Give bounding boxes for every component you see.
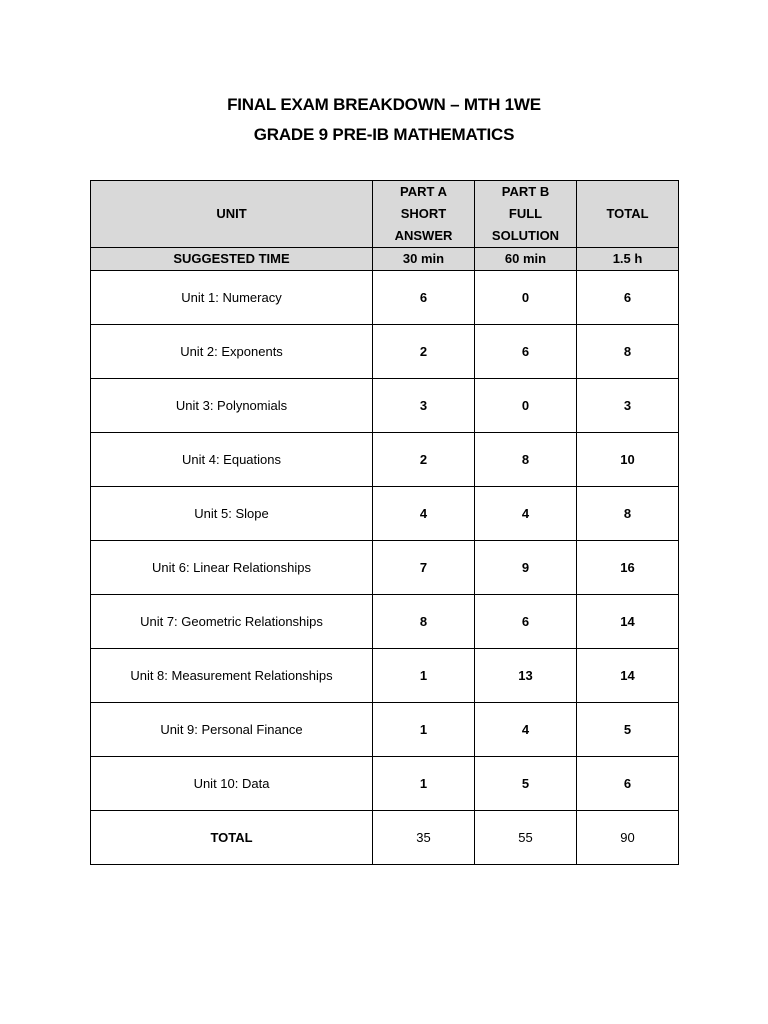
part-a-value: 1 bbox=[373, 703, 475, 757]
total-value: 8 bbox=[577, 487, 679, 541]
header-part-a bbox=[373, 181, 475, 248]
part-b-value: 6 bbox=[475, 595, 577, 649]
total-value: 5 bbox=[577, 703, 679, 757]
part-a-value: 4 bbox=[373, 487, 475, 541]
header-total: TOTAL bbox=[577, 181, 679, 248]
total-value: 3 bbox=[577, 379, 679, 433]
header-part-a-line: ANSWER bbox=[394, 228, 453, 243]
totals-total: 90 bbox=[577, 811, 679, 865]
table-row bbox=[91, 325, 679, 379]
unit-name: Unit 4: Equations bbox=[91, 433, 373, 487]
total-value: 6 bbox=[577, 271, 679, 325]
part-a-value: 8 bbox=[373, 595, 475, 649]
part-b-value: 4 bbox=[475, 703, 577, 757]
table-row bbox=[91, 487, 679, 541]
part-b-value: 13 bbox=[475, 649, 577, 703]
part-a-value: 7 bbox=[373, 541, 475, 595]
table-row bbox=[91, 595, 679, 649]
part-b-value: 0 bbox=[475, 379, 577, 433]
part-a-value: 3 bbox=[373, 379, 475, 433]
totals-row bbox=[91, 811, 679, 865]
part-b-value: 0 bbox=[475, 271, 577, 325]
header-part-a-line: SHORT bbox=[400, 206, 447, 221]
page-title: FINAL EXAM BREAKDOWN – MTH 1WE bbox=[227, 95, 541, 114]
unit-name: Unit 6: Linear Relationships bbox=[91, 541, 373, 595]
table-row bbox=[91, 433, 679, 487]
total-value: 10 bbox=[577, 433, 679, 487]
header-part-b-line: SOLUTION bbox=[491, 228, 560, 243]
part-a-value: 6 bbox=[373, 271, 475, 325]
part-a-value: 2 bbox=[373, 325, 475, 379]
header-part-b bbox=[475, 181, 577, 248]
table-row bbox=[91, 757, 679, 811]
table-row bbox=[91, 541, 679, 595]
suggested-time-part-a: 30 min bbox=[373, 248, 475, 271]
totals-part-a: 35 bbox=[373, 811, 475, 865]
total-value: 6 bbox=[577, 757, 679, 811]
exam-breakdown-table bbox=[90, 180, 679, 865]
table-row bbox=[91, 271, 679, 325]
part-b-value: 4 bbox=[475, 487, 577, 541]
suggested-time-row bbox=[91, 248, 679, 271]
table-row bbox=[91, 379, 679, 433]
header-unit: UNIT bbox=[91, 181, 373, 248]
header-part-a-line: PART A bbox=[400, 184, 447, 199]
unit-name: Unit 1: Numeracy bbox=[91, 271, 373, 325]
table-header-row bbox=[91, 181, 679, 248]
unit-name: Unit 10: Data bbox=[91, 757, 373, 811]
table-row bbox=[91, 703, 679, 757]
page-subtitle: GRADE 9 PRE-IB MATHEMATICS bbox=[253, 125, 515, 144]
total-value: 16 bbox=[577, 541, 679, 595]
totals-label: TOTAL bbox=[91, 811, 373, 865]
header-part-b-line: PART B bbox=[501, 184, 550, 199]
total-value: 14 bbox=[577, 595, 679, 649]
unit-name: Unit 5: Slope bbox=[91, 487, 373, 541]
part-b-value: 8 bbox=[475, 433, 577, 487]
part-b-value: 6 bbox=[475, 325, 577, 379]
table-row bbox=[91, 649, 679, 703]
total-value: 8 bbox=[577, 325, 679, 379]
unit-name: Unit 2: Exponents bbox=[91, 325, 373, 379]
part-a-value: 2 bbox=[373, 433, 475, 487]
unit-name: Unit 3: Polynomials bbox=[91, 379, 373, 433]
header-part-b-line: FULL bbox=[508, 206, 543, 221]
totals-part-b: 55 bbox=[475, 811, 577, 865]
part-a-value: 1 bbox=[373, 757, 475, 811]
part-b-value: 5 bbox=[475, 757, 577, 811]
suggested-time-total: 1.5 h bbox=[577, 248, 679, 271]
unit-name: Unit 7: Geometric Relationships bbox=[91, 595, 373, 649]
total-value: 14 bbox=[577, 649, 679, 703]
unit-name: Unit 9: Personal Finance bbox=[91, 703, 373, 757]
suggested-time-part-b: 60 min bbox=[475, 248, 577, 271]
suggested-time-label: SUGGESTED TIME bbox=[91, 248, 373, 271]
part-b-value: 9 bbox=[475, 541, 577, 595]
unit-name: Unit 8: Measurement Relationships bbox=[91, 649, 373, 703]
part-a-value: 1 bbox=[373, 649, 475, 703]
